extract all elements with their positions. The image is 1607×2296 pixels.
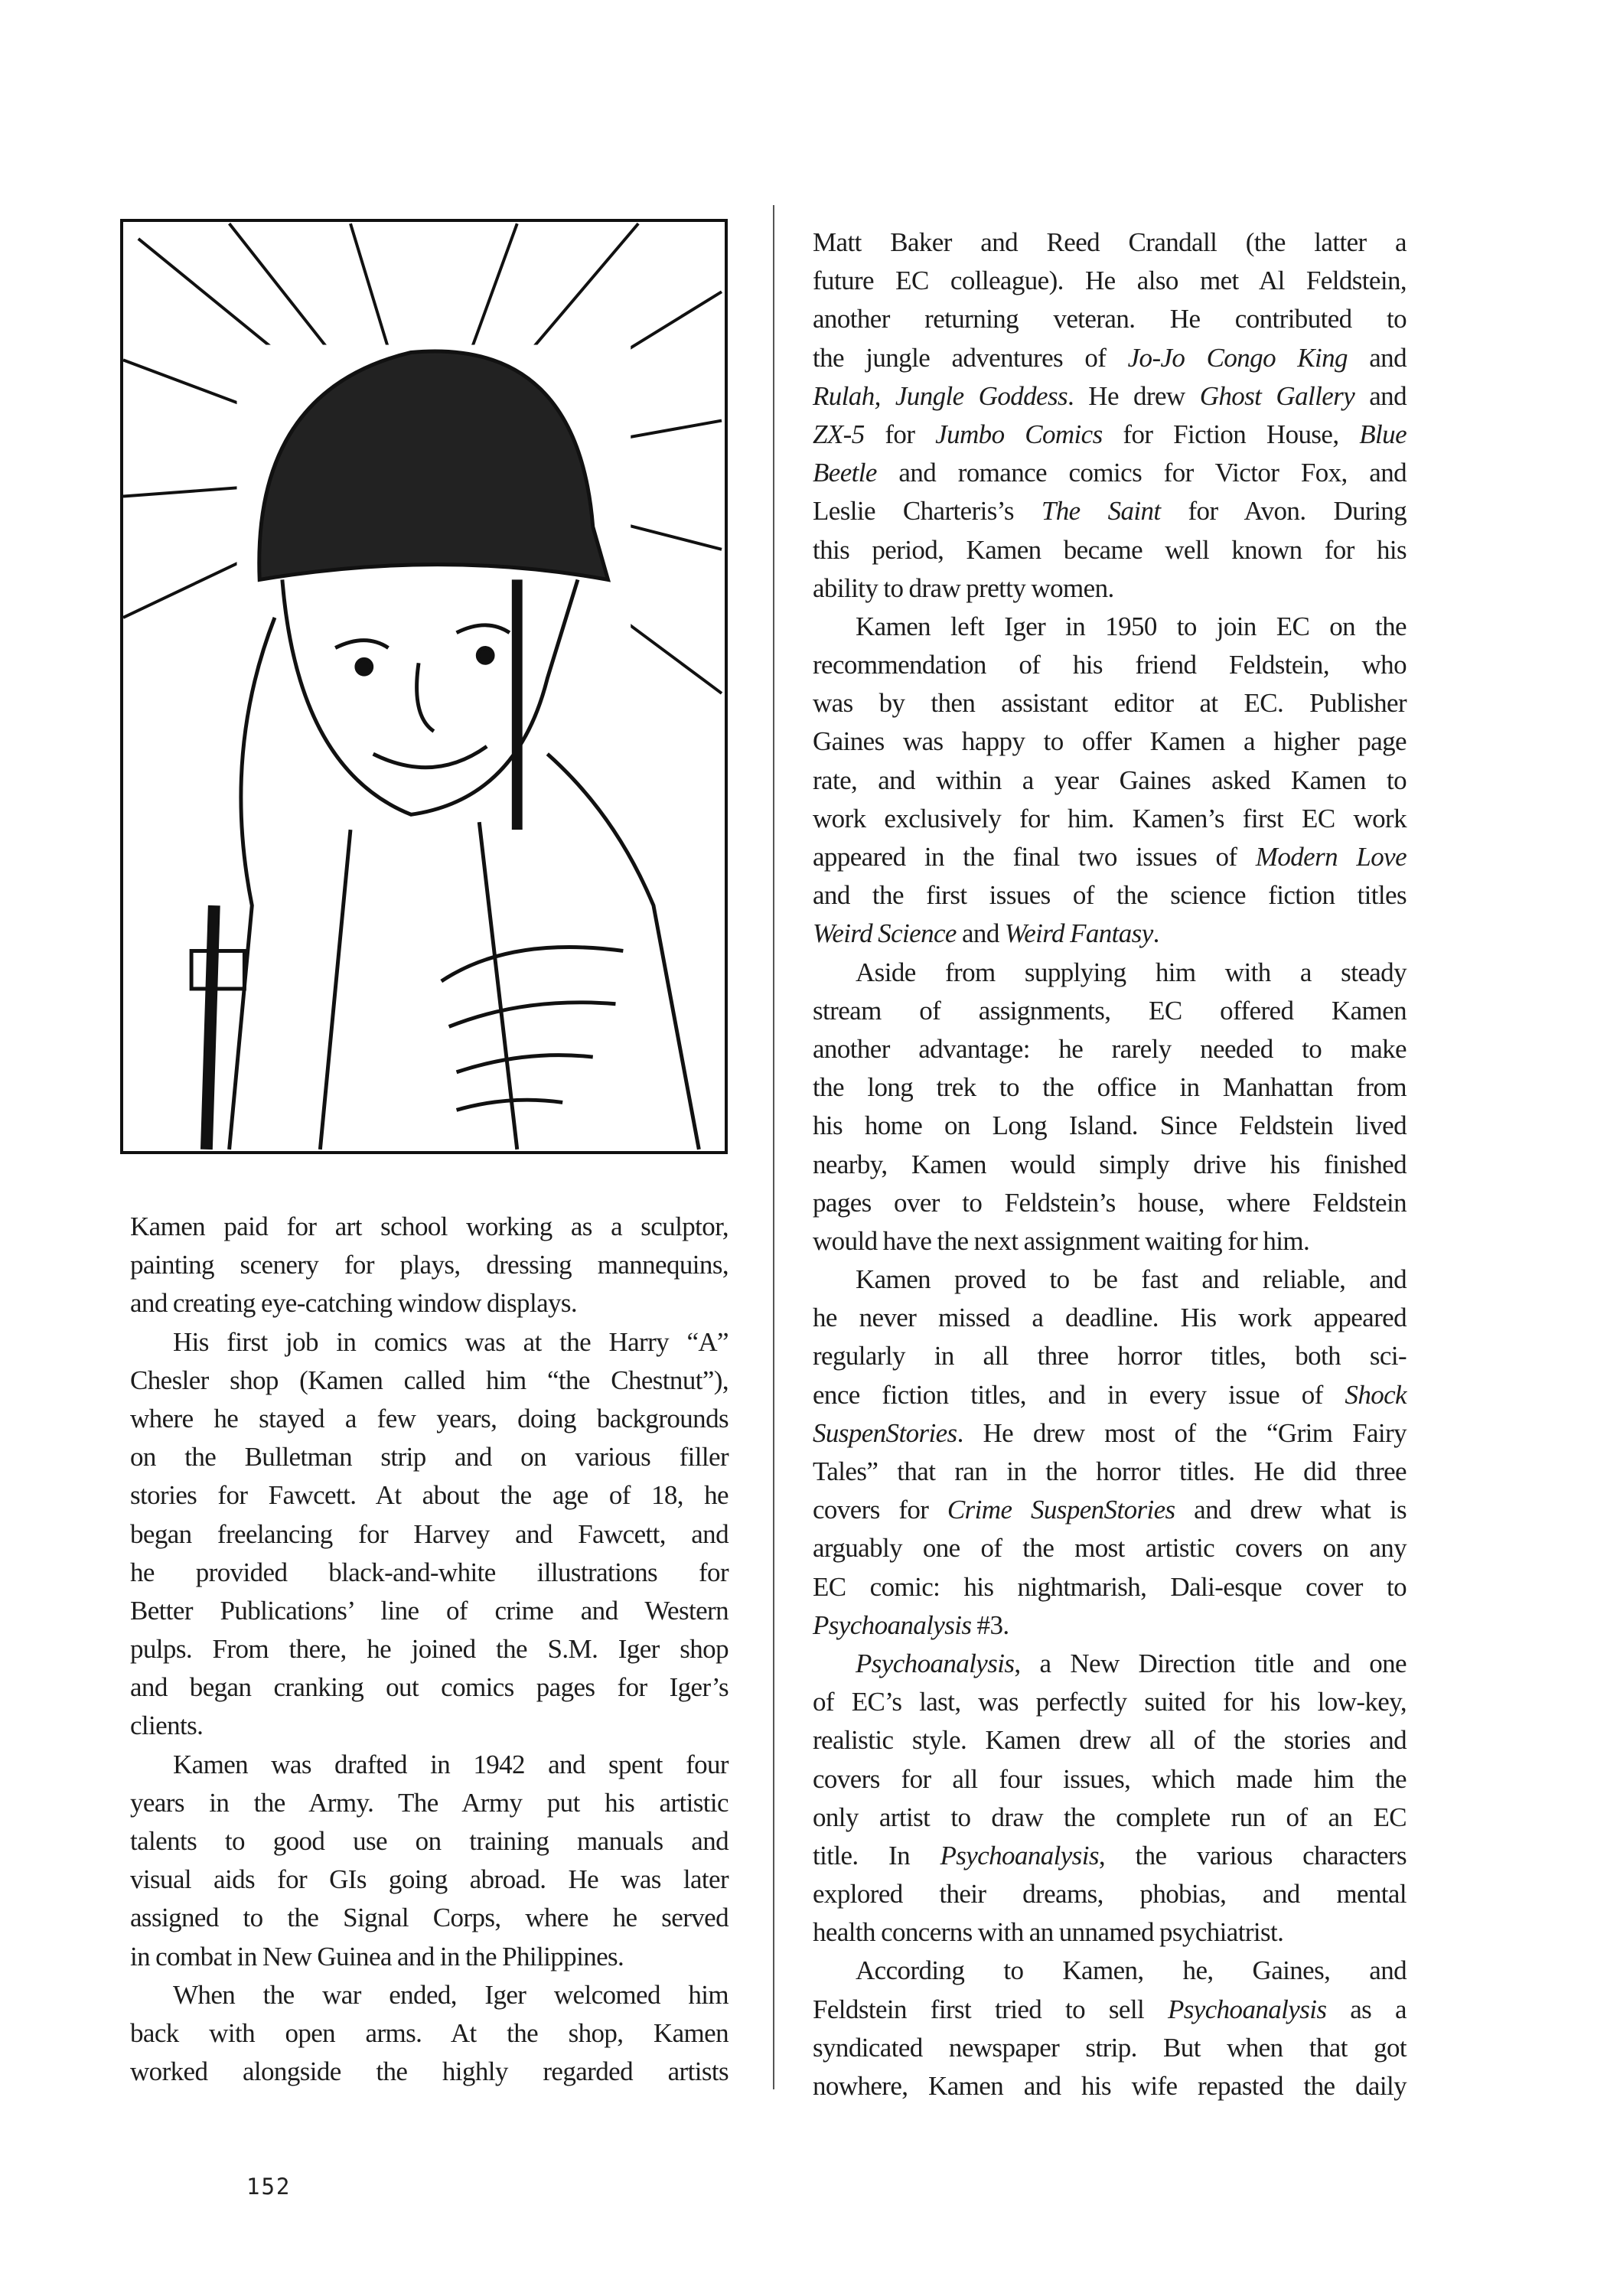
text-run: he provided black-and-white illustrations for [130, 1557, 729, 1587]
text-run: covers for [813, 1495, 947, 1525]
italic-title: Beetle [813, 458, 877, 488]
text-line [813, 377, 1407, 416]
text-line [813, 1376, 1407, 1414]
text-run: nowhere, Kamen and his wife repasted the daily [813, 2071, 1407, 2101]
text-run: Feldstein first tried to sell [813, 1994, 1168, 2024]
text-line [130, 1362, 729, 1400]
italic-title: Psychoanalysis [813, 1609, 972, 1640]
paragraph [813, 608, 1407, 954]
italic-title: Rulah, Jungle Goddess [813, 380, 1068, 411]
text-line [813, 1299, 1407, 1337]
text-line [130, 1515, 729, 1554]
text-run: pages over to Feldstein’s house, where Feldstein [813, 1187, 1407, 1218]
text-run: and romance comics for Victor Fox, and [876, 458, 1407, 488]
text-run: future EC colleague). He also met Al Feldstein, [813, 266, 1407, 296]
text-run: EC comic: his nightmarish, Dali-esque cover to [813, 1571, 1407, 1602]
text-line [813, 492, 1407, 530]
text-line [130, 2053, 729, 2091]
text-run: another advantage: he rarely needed to make [813, 1033, 1407, 1064]
text-run: title. In [813, 1840, 940, 1870]
text-run: When the war ended, Iger welcomed him [173, 1979, 729, 2010]
text-run: . [1152, 918, 1159, 949]
text-line [813, 1414, 1407, 1453]
text-run: for Avon. During [1160, 496, 1407, 527]
text-line [813, 1453, 1407, 1491]
text-run: talents to good use on training manuals and [130, 1826, 729, 1856]
text-line [813, 1837, 1407, 1875]
text-run: would have the next assignment waiting for him. [813, 1225, 1310, 1256]
text-run: and creating eye-catching window displays. [130, 1288, 578, 1319]
paragraph [813, 1261, 1407, 1645]
text-line [813, 1991, 1407, 2029]
text-run: and [1354, 380, 1407, 411]
text-run: explored their dreams, phobias, and mental [813, 1879, 1407, 1910]
paragraph [130, 1208, 729, 1323]
text-run: the long trek to the office in Manhattan from [813, 1072, 1407, 1103]
text-line [813, 1261, 1407, 1299]
text-line [813, 1337, 1407, 1375]
text-run: Kamen proved to be fast and reliable, and [856, 1264, 1407, 1295]
text-line [130, 1323, 729, 1362]
text-line [130, 1554, 729, 1592]
text-run: appeared in the final two issues of [813, 842, 1256, 872]
text-line [813, 1875, 1407, 1913]
text-line [813, 1529, 1407, 1567]
text-line [130, 1630, 729, 1668]
text-line [130, 1746, 729, 1784]
text-run: stories for Fawcett. At about the age of 18, he [130, 1480, 729, 1511]
text-line [130, 2014, 729, 2053]
text-line [813, 2029, 1407, 2067]
text-run: Better Publications’ line of crime and Western [130, 1595, 729, 1626]
text-line [813, 954, 1407, 992]
text-line [130, 1438, 729, 1476]
text-run: and [956, 918, 1005, 949]
text-line [813, 684, 1407, 722]
text-run: health concerns with an unnamed psychiatrist. [813, 1917, 1284, 1948]
text-line [130, 1246, 729, 1284]
text-run: and the first issues of the science fiction titles [813, 880, 1407, 911]
text-line [813, 762, 1407, 800]
italic-title: SuspenStories [813, 1417, 957, 1448]
text-line [130, 1899, 729, 1937]
paragraph [813, 954, 1407, 1261]
text-run: and drew what is [1175, 1495, 1407, 1525]
text-run: Leslie Charteris’s [813, 496, 1041, 527]
left-text-column [130, 1208, 729, 2091]
text-run: for Fiction House, [1102, 419, 1360, 449]
text-run: worked alongside the highly regarded artists [130, 2056, 729, 2087]
text-line [130, 1938, 729, 1976]
text-line [130, 1592, 729, 1630]
text-run: visual aids for GIs going abroad. He was later [130, 1864, 729, 1895]
italic-title: Blue [1359, 419, 1407, 449]
text-line [813, 1146, 1407, 1184]
text-line [813, 608, 1407, 646]
text-run: and began cranking out comics pages for Iger’s [130, 1672, 729, 1703]
text-run: work exclusively for him. Kamen’s first EC work [813, 803, 1407, 833]
text-run: in combat in New Guinea and in the Philippines. [130, 1941, 624, 1971]
text-run: rate, and within a year Gaines asked Kamen to [813, 765, 1407, 795]
text-run: another returning veteran. He contributed to [813, 304, 1407, 334]
text-run: Aside from supplying him with a steady [856, 957, 1407, 987]
text-line [813, 800, 1407, 838]
text-run: this period, Kamen became well known for his [813, 534, 1407, 565]
italic-title: Shock [1345, 1379, 1407, 1410]
text-run: Chesler shop (Kamen called him “the Chestnut”), [130, 1365, 729, 1395]
text-run: ence fiction titles, and in every issue of [813, 1379, 1345, 1410]
text-line [813, 569, 1407, 608]
text-run: began freelancing for Harvey and Fawcett, and [130, 1518, 729, 1549]
text-run: ability to draw pretty women. [813, 572, 1114, 603]
text-run: #3. [971, 1609, 1009, 1640]
text-run: the jungle adventures of [813, 342, 1128, 373]
text-run: pulps. From there, he joined the S.M. Iger shop [130, 1634, 729, 1665]
text-run: Kamen was drafted in 1942 and spent four [173, 1749, 729, 1779]
text-run: regularly in all three horror titles, both sci- [813, 1341, 1407, 1371]
text-run: Tales” that ran in the horror titles. He did three [813, 1456, 1407, 1486]
soldier-illustration [120, 219, 728, 1154]
text-run: was by then assistant editor at EC. Publisher [813, 688, 1407, 719]
text-line [813, 1799, 1407, 1837]
text-run: . He drew [1068, 380, 1200, 411]
text-run: His first job in comics was at the Harry “A” [173, 1326, 729, 1357]
text-line [813, 1068, 1407, 1107]
text-run: Matt Baker and Reed Crandall (the latter a [813, 227, 1407, 257]
text-line [813, 1721, 1407, 1760]
text-run: his home on Long Island. Since Feldstein lived [813, 1110, 1407, 1141]
text-line [813, 531, 1407, 569]
text-run: and [1347, 342, 1407, 373]
comic-soldier-illustration-icon [123, 222, 725, 1151]
text-line [813, 1568, 1407, 1606]
text-run: realistic style. Kamen drew all of the stories and [813, 1725, 1407, 1756]
text-run: Kamen paid for art school working as a sculptor, [130, 1212, 729, 1241]
text-run: recommendation of his friend Feldstein, who [813, 650, 1407, 680]
paragraph [813, 223, 1407, 608]
italic-title: Psychoanalysis [1167, 1994, 1327, 2024]
text-line [813, 1184, 1407, 1222]
text-run: where he stayed a few years, doing backgrounds [130, 1403, 729, 1433]
text-line [813, 416, 1407, 454]
text-run: stream of assignments, EC offered Kamen [813, 995, 1407, 1026]
text-run: years in the Army. The Army put his artistic [130, 1787, 729, 1818]
text-line [813, 1606, 1407, 1645]
italic-title: Psychoanalysis [856, 1648, 1015, 1678]
text-line [130, 1861, 729, 1899]
text-line [130, 1822, 729, 1861]
text-line [813, 1491, 1407, 1529]
text-line [813, 722, 1407, 761]
text-run: covers for all four issues, which made him the [813, 1763, 1407, 1794]
text-line [813, 992, 1407, 1030]
text-line [813, 1107, 1407, 1145]
text-line [813, 300, 1407, 338]
text-run: painting scenery for plays, dressing mannequins, [130, 1250, 729, 1280]
italic-title: Weird Fantasy [1004, 918, 1153, 949]
text-line [813, 876, 1407, 915]
text-line [813, 454, 1407, 492]
text-run: he never missed a deadline. His work appeared [813, 1303, 1407, 1333]
text-run: for [864, 419, 936, 449]
text-line [813, 1760, 1407, 1799]
text-line [130, 1976, 729, 2014]
text-line [130, 1668, 729, 1707]
column-divider [773, 205, 774, 2089]
text-run: only artist to draw the complete run of an EC [813, 1802, 1407, 1832]
paragraph [813, 1645, 1407, 1952]
italic-title: The Saint [1041, 496, 1161, 527]
right-text-column [813, 223, 1407, 2105]
text-line [813, 1683, 1407, 1721]
text-run: of EC’s last, was perfectly suited for his low-key, [813, 1687, 1407, 1717]
text-line [813, 1913, 1407, 1952]
text-line [813, 646, 1407, 684]
text-run: back with open arms. At the shop, Kamen [130, 2017, 729, 2048]
paragraph [130, 1746, 729, 1976]
italic-title: Jumbo Comics [935, 419, 1103, 449]
text-run: Gaines was happy to offer Kamen a higher page [813, 726, 1407, 757]
paragraph [813, 1952, 1407, 2105]
italic-title: Weird Science [813, 918, 957, 949]
text-line [813, 2067, 1407, 2105]
text-line [813, 1222, 1407, 1261]
text-run: as a [1326, 1994, 1407, 2024]
text-line [813, 915, 1407, 953]
text-run: , the various characters [1098, 1840, 1407, 1870]
italic-title: Jo-Jo Congo King [1127, 342, 1348, 373]
text-line [813, 223, 1407, 262]
text-run: syndicated newspaper strip. But when that got [813, 2032, 1407, 2063]
text-line [813, 1952, 1407, 1990]
text-line [130, 1208, 729, 1246]
text-run: on the Bulletman strip and on various filler [130, 1442, 729, 1473]
text-line [130, 1784, 729, 1822]
text-line [813, 1645, 1407, 1683]
text-line [130, 1284, 729, 1322]
text-line [813, 1030, 1407, 1068]
paragraph [130, 1323, 729, 1746]
page-number: 152 [246, 2174, 292, 2200]
text-line [130, 1400, 729, 1438]
italic-title: Ghost Gallery [1199, 380, 1355, 411]
text-line [813, 262, 1407, 300]
italic-title: ZX-5 [813, 419, 865, 449]
text-line [130, 1707, 729, 1745]
italic-title: Psychoanalysis [940, 1840, 1099, 1870]
text-line [813, 339, 1407, 377]
text-run: nearby, Kamen would simply drive his finished [813, 1149, 1407, 1179]
text-run: arguably one of the most artistic covers on any [813, 1533, 1407, 1564]
text-run: Kamen left Iger in 1950 to join EC on the [856, 611, 1407, 641]
text-run: According to Kamen, he, Gaines, and [856, 1955, 1407, 1986]
text-line [130, 1476, 729, 1515]
text-run: , a New Direction title and one [1014, 1648, 1407, 1678]
italic-title: Crime SuspenStories [947, 1495, 1175, 1525]
text-run: assigned to the Signal Corps, where he served [130, 1903, 729, 1933]
italic-title: Modern Love [1255, 842, 1407, 872]
text-run: . He drew most of the “Grim Fairy [957, 1417, 1407, 1448]
paragraph [130, 1976, 729, 2092]
text-run: clients. [130, 1711, 204, 1741]
text-line [813, 838, 1407, 876]
